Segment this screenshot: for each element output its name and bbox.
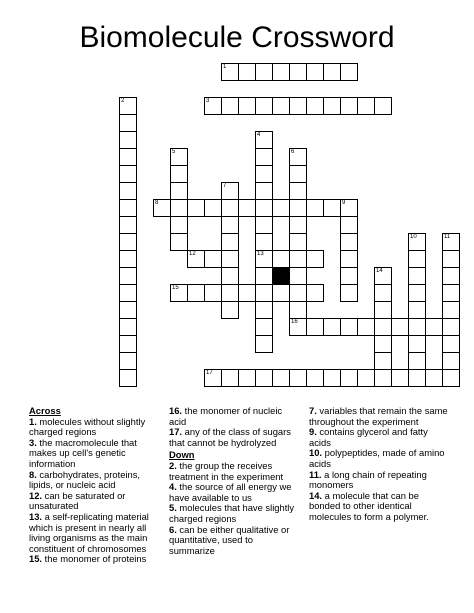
grid-cell[interactable] bbox=[119, 250, 137, 268]
grid-cell[interactable] bbox=[374, 97, 392, 115]
clue-number: 12 bbox=[189, 251, 196, 257]
grid-cell[interactable] bbox=[374, 369, 392, 387]
clue-number: 6 bbox=[291, 149, 295, 155]
clue-number-label: 6. bbox=[169, 523, 177, 535]
grid-cell[interactable] bbox=[306, 63, 324, 81]
clue-text: molecules without slightly charged regions bbox=[29, 415, 146, 438]
clue-item bbox=[29, 512, 161, 554]
grid-cell[interactable] bbox=[221, 369, 239, 387]
grid-cell[interactable] bbox=[119, 233, 137, 251]
grid-cell[interactable] bbox=[289, 369, 307, 387]
clue-item bbox=[169, 482, 301, 503]
grid-cell[interactable] bbox=[238, 369, 256, 387]
grid-cell[interactable] bbox=[374, 301, 392, 319]
grid-cell[interactable] bbox=[340, 318, 358, 336]
grid-cell[interactable] bbox=[255, 148, 273, 166]
clue-number-label: 1. bbox=[29, 415, 37, 427]
grid-cell[interactable] bbox=[289, 199, 307, 217]
clue-number: 11 bbox=[444, 234, 451, 240]
grid-cell[interactable] bbox=[391, 369, 409, 387]
grid-cell[interactable] bbox=[442, 369, 460, 387]
clue-item bbox=[169, 525, 301, 557]
clue-item bbox=[169, 503, 301, 524]
grid-cell[interactable] bbox=[289, 165, 307, 183]
clue-number-label: 2. bbox=[169, 459, 177, 471]
down-clue-list-continued bbox=[309, 406, 449, 523]
clue-item bbox=[29, 554, 161, 565]
grid-cell[interactable] bbox=[272, 284, 290, 302]
clue-text: a self-replicating material which is present in nearly all living organisms as the main constituent of chromosomes bbox=[29, 510, 149, 554]
clue-number: 17 bbox=[206, 370, 213, 376]
clue-number-label: 7. bbox=[309, 405, 317, 416]
grid-cell[interactable] bbox=[255, 216, 273, 234]
grid-cell[interactable] bbox=[408, 369, 426, 387]
clue-number-label: 15. bbox=[29, 553, 43, 565]
grid-cell[interactable] bbox=[374, 352, 392, 370]
grid-cell[interactable] bbox=[306, 250, 324, 268]
grid-cell[interactable] bbox=[238, 97, 256, 115]
grid-cell[interactable] bbox=[170, 148, 188, 166]
clue-item bbox=[29, 491, 161, 512]
grid-cell[interactable] bbox=[255, 301, 273, 319]
clue-text: can be either qualitative or quantitative, used to summarize bbox=[169, 523, 290, 556]
grid-cell[interactable] bbox=[340, 267, 358, 285]
grid-cell[interactable] bbox=[408, 335, 426, 353]
grid-cell[interactable] bbox=[170, 199, 188, 217]
grid-cell[interactable] bbox=[408, 301, 426, 319]
grid-cell[interactable] bbox=[153, 199, 171, 217]
clue-item bbox=[169, 427, 301, 448]
clue-number: 2 bbox=[121, 98, 125, 104]
grid-cell[interactable] bbox=[340, 63, 358, 81]
grid-cell[interactable] bbox=[272, 250, 290, 268]
grid-cell[interactable] bbox=[289, 97, 307, 115]
across-heading: Across bbox=[29, 405, 61, 416]
down-heading: Down bbox=[169, 449, 195, 461]
grid-cell[interactable] bbox=[340, 216, 358, 234]
clue-number-label: 10. bbox=[309, 447, 323, 459]
grid-cell[interactable] bbox=[442, 301, 460, 319]
clue-number: 7 bbox=[223, 183, 227, 189]
clue-number-label: 16. bbox=[169, 405, 183, 416]
clue-item bbox=[309, 427, 449, 448]
grid-cell[interactable] bbox=[221, 267, 239, 285]
clue-item bbox=[309, 448, 449, 469]
grid-cell[interactable] bbox=[408, 250, 426, 268]
grid-cell[interactable] bbox=[425, 369, 443, 387]
grid-cell[interactable] bbox=[255, 267, 273, 285]
grid-cell[interactable] bbox=[119, 182, 137, 200]
grid-cell[interactable] bbox=[119, 284, 137, 302]
clue-text: contains glycerol and fatty acids bbox=[309, 426, 428, 448]
grid-cell[interactable] bbox=[255, 182, 273, 200]
clue-text: any of the class of sugars that cannot be hydrolyzed bbox=[169, 426, 291, 448]
grid-cell[interactable] bbox=[255, 369, 273, 387]
grid-cell[interactable] bbox=[289, 250, 307, 268]
grid-cell[interactable] bbox=[221, 216, 239, 234]
grid-cell[interactable] bbox=[187, 199, 205, 217]
clue-number: 16 bbox=[291, 319, 298, 325]
clue-number: 14 bbox=[376, 268, 383, 274]
grid-cell[interactable] bbox=[306, 369, 324, 387]
grid-cell[interactable] bbox=[357, 369, 375, 387]
grid-cell[interactable] bbox=[119, 97, 137, 115]
clue-item bbox=[309, 470, 449, 491]
grid-cell[interactable] bbox=[119, 148, 137, 166]
grid-cell[interactable] bbox=[238, 63, 256, 81]
grid-cell[interactable] bbox=[255, 284, 273, 302]
grid-cell[interactable] bbox=[272, 199, 290, 217]
grid-cell[interactable] bbox=[119, 165, 137, 183]
black-square bbox=[272, 267, 290, 285]
page-title: Biomolecule Crossword bbox=[79, 21, 395, 54]
grid-cell[interactable] bbox=[289, 148, 307, 166]
clue-text: the macromolecule that makes up cell's genetic information bbox=[29, 436, 137, 469]
grid-cell[interactable] bbox=[442, 284, 460, 302]
grid-cell[interactable] bbox=[374, 267, 392, 285]
grid-cell[interactable] bbox=[119, 114, 137, 132]
clue-number-label: 11. bbox=[309, 468, 322, 480]
clue-number: 4 bbox=[257, 132, 261, 138]
clue-number-label: 13. bbox=[29, 510, 43, 522]
grid-cell[interactable] bbox=[442, 335, 460, 353]
grid-cell[interactable] bbox=[357, 97, 375, 115]
down-clue-list bbox=[169, 461, 301, 556]
grid-cell[interactable] bbox=[289, 233, 307, 251]
grid-cell[interactable] bbox=[170, 165, 188, 183]
grid-cell[interactable] bbox=[221, 233, 239, 251]
grid-cell[interactable] bbox=[170, 233, 188, 251]
clue-number: 13 bbox=[257, 251, 264, 257]
grid-cell[interactable] bbox=[238, 199, 256, 217]
grid-cell[interactable] bbox=[221, 63, 239, 81]
grid-cell[interactable] bbox=[408, 233, 426, 251]
grid-cell[interactable] bbox=[255, 165, 273, 183]
grid-cell[interactable] bbox=[289, 301, 307, 319]
clue-number-label: 3. bbox=[29, 436, 37, 448]
grid-cell[interactable] bbox=[255, 63, 273, 81]
grid-cell[interactable] bbox=[221, 301, 239, 319]
clue-number: 5 bbox=[172, 149, 176, 155]
grid-cell[interactable] bbox=[238, 284, 256, 302]
clue-number-label: 14. bbox=[309, 489, 323, 501]
grid-cell[interactable] bbox=[374, 318, 392, 336]
clue-number-label: 5. bbox=[169, 502, 177, 514]
grid-cell[interactable] bbox=[119, 352, 137, 370]
grid-cell[interactable] bbox=[289, 318, 307, 336]
grid-cell[interactable] bbox=[119, 216, 137, 234]
grid-cell[interactable] bbox=[187, 284, 205, 302]
grid-cell[interactable] bbox=[187, 250, 205, 268]
grid-cell[interactable] bbox=[289, 284, 307, 302]
grid-cell[interactable] bbox=[204, 97, 222, 115]
clue-item bbox=[169, 406, 301, 427]
clue-number: 15 bbox=[172, 285, 179, 291]
grid-cell[interactable] bbox=[408, 267, 426, 285]
grid-cell[interactable] bbox=[408, 318, 426, 336]
grid-cell[interactable] bbox=[119, 199, 137, 217]
clues-column-3 bbox=[309, 406, 449, 523]
clue-text: the group the receives treatment in the experiment bbox=[169, 459, 284, 482]
grid-cell[interactable] bbox=[340, 199, 358, 217]
grid-cell[interactable] bbox=[221, 250, 239, 268]
clue-item bbox=[29, 470, 161, 491]
grid-cell[interactable] bbox=[442, 318, 460, 336]
grid-cell[interactable] bbox=[119, 267, 137, 285]
grid-cell[interactable] bbox=[442, 267, 460, 285]
grid-cell[interactable] bbox=[221, 199, 239, 217]
clue-item bbox=[29, 438, 161, 470]
grid-cell[interactable] bbox=[119, 369, 137, 387]
grid-cell[interactable] bbox=[374, 284, 392, 302]
clue-number: 1 bbox=[223, 64, 227, 70]
grid-cell[interactable] bbox=[255, 97, 273, 115]
grid-cell[interactable] bbox=[119, 318, 137, 336]
grid-cell[interactable] bbox=[221, 284, 239, 302]
grid-cell[interactable] bbox=[255, 250, 273, 268]
clue-text: variables that remain the same throughout the experiment bbox=[309, 405, 448, 427]
across-clue-list bbox=[29, 417, 161, 565]
grid-cell[interactable] bbox=[323, 199, 341, 217]
grid-cell[interactable] bbox=[289, 182, 307, 200]
grid-cell[interactable] bbox=[357, 318, 375, 336]
clue-number: 3 bbox=[206, 98, 210, 104]
clue-text: molecules that have slightly charged regions bbox=[169, 502, 295, 524]
grid-cell[interactable] bbox=[306, 284, 324, 302]
grid-cell[interactable] bbox=[221, 97, 239, 115]
across-clue-list-continued bbox=[169, 406, 301, 448]
grid-cell[interactable] bbox=[272, 97, 290, 115]
grid-cell[interactable] bbox=[391, 318, 409, 336]
clue-number: 9 bbox=[342, 200, 346, 206]
clue-number-label: 4. bbox=[169, 481, 177, 493]
clue-text: can be saturated or unsaturated bbox=[29, 489, 126, 512]
grid-cell[interactable] bbox=[306, 318, 324, 336]
grid-cell[interactable] bbox=[323, 63, 341, 81]
clue-text: the monomer of proteins bbox=[42, 553, 147, 565]
clue-text: the source of all energy we have available to us bbox=[169, 481, 292, 503]
grid-cell[interactable] bbox=[408, 284, 426, 302]
grid-cell[interactable] bbox=[340, 369, 358, 387]
grid-cell[interactable] bbox=[204, 250, 222, 268]
grid-cell[interactable] bbox=[442, 352, 460, 370]
grid-cell[interactable] bbox=[323, 97, 341, 115]
grid-cell[interactable] bbox=[255, 199, 273, 217]
clue-number-label: 9. bbox=[309, 426, 317, 438]
clue-text: polypeptides, made of amino acids bbox=[309, 447, 445, 469]
grid-cell[interactable] bbox=[255, 131, 273, 149]
clue-item bbox=[29, 417, 161, 438]
grid-cell[interactable] bbox=[340, 97, 358, 115]
grid-cell[interactable] bbox=[374, 335, 392, 353]
clue-number-label: 17. bbox=[169, 426, 183, 438]
grid-cell[interactable] bbox=[289, 267, 307, 285]
clue-item bbox=[309, 491, 449, 523]
grid-cell[interactable] bbox=[170, 284, 188, 302]
clue-text: carbohydrates, proteins, lipids, or nucleic acid bbox=[29, 468, 141, 491]
grid-cell[interactable] bbox=[272, 63, 290, 81]
clue-number-label: 8. bbox=[29, 468, 37, 480]
clues-column-1 bbox=[29, 406, 161, 565]
clue-item bbox=[309, 406, 449, 427]
grid-cell[interactable] bbox=[289, 63, 307, 81]
grid-cell[interactable] bbox=[204, 369, 222, 387]
clue-item bbox=[169, 461, 301, 482]
grid-cell[interactable] bbox=[170, 216, 188, 234]
grid-cell[interactable] bbox=[306, 97, 324, 115]
grid-cell[interactable] bbox=[340, 284, 358, 302]
grid-cell[interactable] bbox=[425, 318, 443, 336]
grid-cell[interactable] bbox=[442, 250, 460, 268]
grid-cell[interactable] bbox=[255, 233, 273, 251]
clues-column-2 bbox=[169, 406, 301, 556]
clue-text: the monomer of nucleic acid bbox=[169, 405, 283, 427]
clue-number: 8 bbox=[155, 200, 159, 206]
grid-cell[interactable] bbox=[119, 335, 137, 353]
grid-cell[interactable] bbox=[170, 182, 188, 200]
grid-cell[interactable] bbox=[323, 369, 341, 387]
grid-cell[interactable] bbox=[204, 199, 222, 217]
grid-cell[interactable] bbox=[323, 318, 341, 336]
grid-cell[interactable] bbox=[272, 369, 290, 387]
grid-cell[interactable] bbox=[119, 301, 137, 319]
grid-cell[interactable] bbox=[340, 233, 358, 251]
grid-cell[interactable] bbox=[255, 318, 273, 336]
clue-number-label: 12. bbox=[29, 489, 43, 501]
grid-cell[interactable] bbox=[255, 335, 273, 353]
grid-cell[interactable] bbox=[289, 216, 307, 234]
grid-cell[interactable] bbox=[408, 352, 426, 370]
grid-cell[interactable] bbox=[204, 284, 222, 302]
clue-text: a molecule that can be bonded to other identical molecules to form a polymer. bbox=[309, 489, 429, 522]
grid-cell[interactable] bbox=[340, 250, 358, 268]
clue-text: a long chain of repeating monomers bbox=[309, 468, 427, 491]
grid-cell[interactable] bbox=[221, 182, 239, 200]
grid-cell[interactable] bbox=[306, 199, 324, 217]
clue-number: 10 bbox=[410, 234, 417, 240]
grid-cell[interactable] bbox=[442, 233, 460, 251]
grid-cell[interactable] bbox=[119, 131, 137, 149]
